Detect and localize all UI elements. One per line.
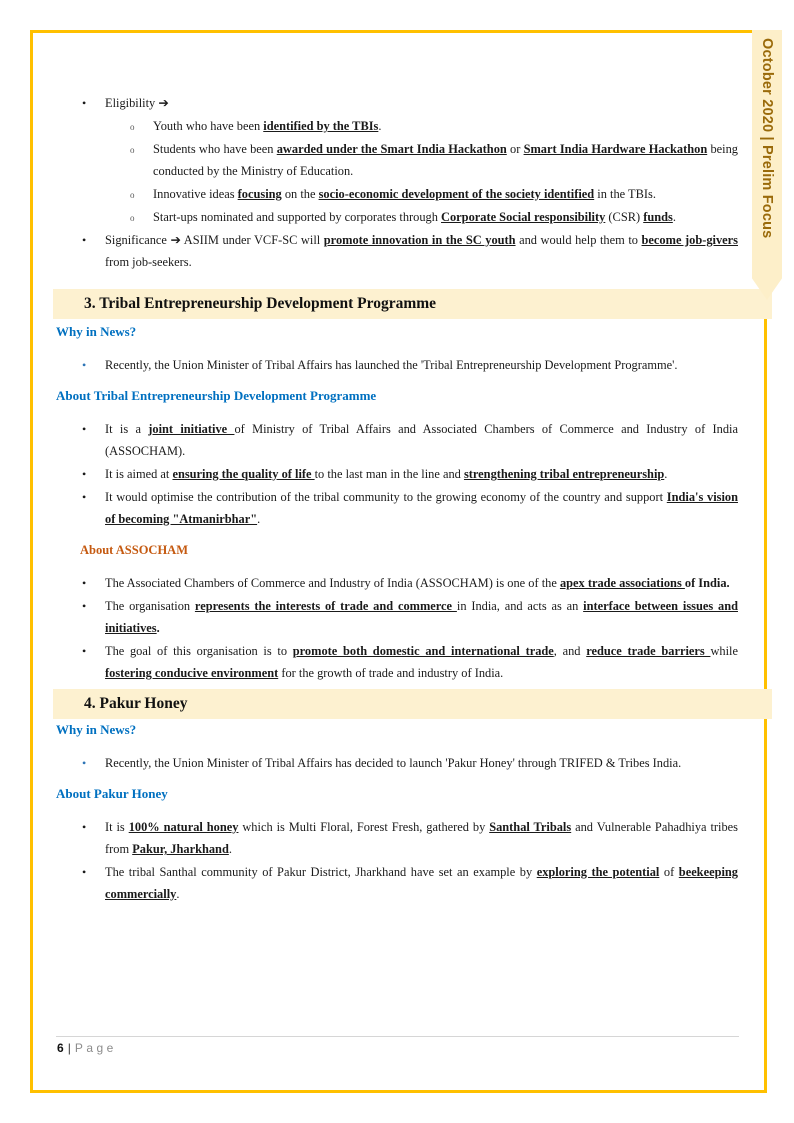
arrow-icon: ➔	[170, 233, 181, 247]
list-item: • Recently, the Union Minister of Tribal Affairs has launched the 'Tribal Entrepreneurship Development Programme'.	[56, 354, 738, 376]
sub-list-item: o Students who have been awarded under the Smart India Hackathon or Smart India Hardware Hackathon being conducted by the Ministry of Education.	[56, 138, 738, 182]
sub-list-item: o Start-ups nominated and supported by corporates through Corporate Social responsibility (CSR) funds.	[56, 206, 738, 228]
subheading-why-in-news: Why in News?	[56, 722, 137, 737]
sub-list-item: o Youth who have been identified by the TBIs.	[56, 115, 738, 137]
list-item: • Significance ➔ ASIIM under VCF-SC will promote innovation in the SC youth and would help them to become job-givers from job-seekers.	[56, 229, 738, 273]
sub-list-item: o Innovative ideas focusing on the socio-economic development of the society identified in the TBIs.	[56, 183, 738, 205]
list-item: • Recently, the Union Minister of Tribal Affairs has decided to launch 'Pakur Honey' through TRIFED & Tribes India.	[56, 752, 738, 774]
list-item: • It is aimed at ensuring the quality of life to the last man in the line and strengthening tribal entrepreneurship.	[56, 463, 738, 485]
page-footer	[57, 1041, 117, 1055]
page-content	[56, 92, 738, 906]
list-item: • It would optimise the contribution of the tribal community to the growing economy of the country and support India's vision of becoming "Atmanirbhar".	[56, 486, 738, 530]
list-item: • It is 100% natural honey which is Multi Floral, Forest Fresh, gathered by Santhal Tribals and Vulnerable Pahadhiya tribes from Pakur, Jharkhand.	[56, 816, 738, 860]
list-item: • It is a joint initiative of Ministry of Tribal Affairs and Associated Chambers of Commerce and Industry of India (ASSOCHAM).	[56, 418, 738, 462]
subheading-why-in-news: Why in News?	[56, 324, 137, 339]
section-heading: 4. Pakur Honey	[53, 689, 772, 719]
section-heading: 3. Tribal Entrepreneurship Development Programme	[53, 289, 772, 319]
list-item: • The Associated Chambers of Commerce and Industry of India (ASSOCHAM) is one of the apex trade associations of India.	[56, 572, 738, 594]
eligibility-list	[56, 92, 738, 273]
subheading-about-assocham: About ASSOCHAM	[80, 543, 189, 557]
page-number: 6	[57, 1041, 64, 1055]
footer-separator: |	[67, 1041, 71, 1055]
subheading-about: About Pakur Honey	[56, 786, 168, 801]
page-label: Page	[74, 1041, 117, 1055]
list-item: • Eligibility ➔	[56, 92, 738, 114]
list-item: • The goal of this organisation is to promote both domestic and international trade, and reduce trade barriers while fostering conducive environment for the growth of trade and industry of India.	[56, 640, 738, 684]
side-tab-label: October 2020 | Prelim Focus	[759, 38, 775, 239]
subheading-about: About Tribal Entrepreneurship Development Programme	[56, 388, 377, 403]
list-item: • The organisation represents the interests of trade and commerce in India, and acts as an interface between issues and initiatives.	[56, 595, 738, 639]
footer-divider	[56, 1036, 739, 1037]
list-item: • The tribal Santhal community of Pakur District, Jharkhand have set an example by exploring the potential of beekeeping commercially.	[56, 861, 738, 905]
arrow-icon: ➔	[158, 96, 169, 110]
